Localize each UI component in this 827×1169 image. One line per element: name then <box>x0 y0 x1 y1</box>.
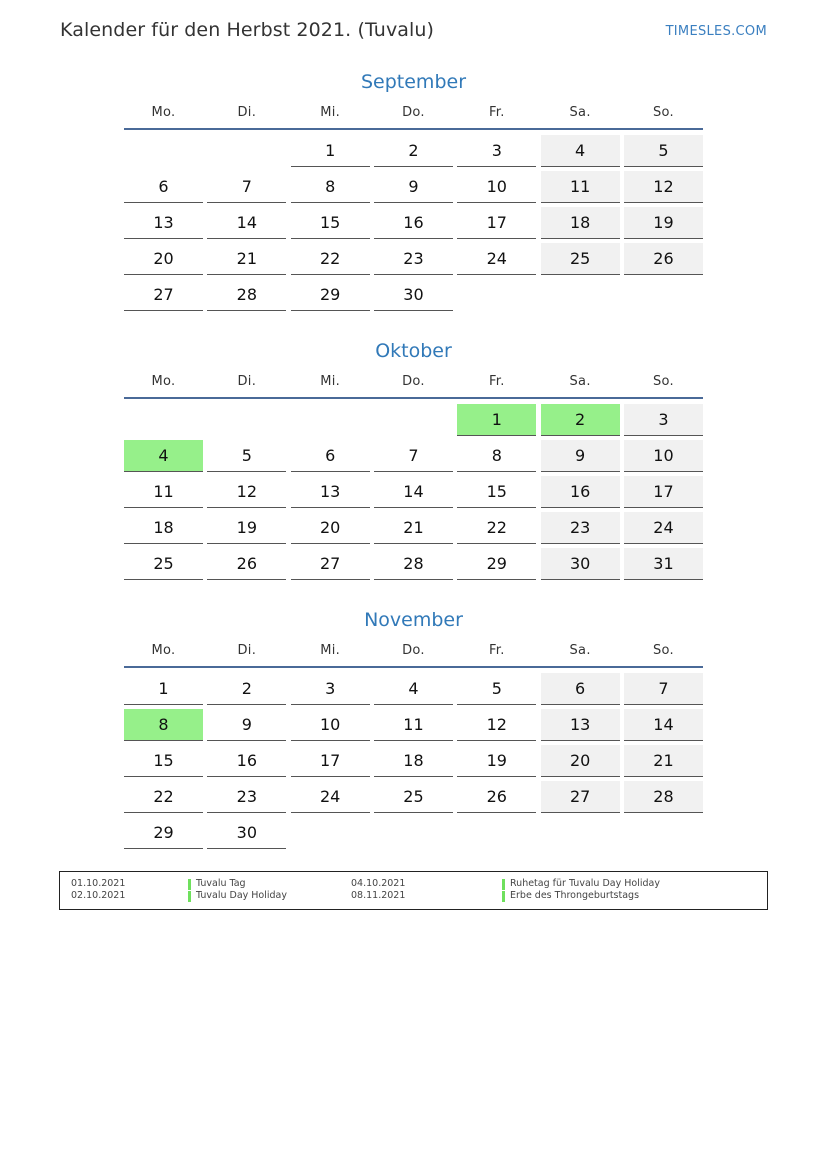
day-cell: 18 <box>374 745 453 777</box>
weekday-label: Fr. <box>488 374 505 389</box>
day-cell: 27 <box>291 548 370 580</box>
day-cell: 8 <box>124 709 203 741</box>
day-cell: 16 <box>207 745 286 777</box>
day-cell: 3 <box>291 673 370 705</box>
day-cell: 20 <box>291 512 370 544</box>
legend-date: 04.10.2021 <box>351 878 406 889</box>
day-cell: 24 <box>624 512 703 544</box>
day-cell: 9 <box>207 709 286 741</box>
weekday-label: Mi. <box>320 374 341 389</box>
weekday-label: Do. <box>402 105 425 120</box>
day-cell: 9 <box>541 440 620 472</box>
day-cell: 25 <box>541 243 620 275</box>
day-cell: 18 <box>124 512 203 544</box>
weekday-label: Sa. <box>569 643 591 658</box>
day-cell: 23 <box>207 781 286 813</box>
weekday-label: Do. <box>402 374 425 389</box>
day-cell: 14 <box>207 207 286 239</box>
day-cell: 4 <box>124 440 203 472</box>
day-cell: 14 <box>374 476 453 508</box>
day-cell: 13 <box>124 207 203 239</box>
legend-item <box>60 890 767 902</box>
month-oktober <box>124 339 703 580</box>
day-cell: 22 <box>457 512 536 544</box>
weekday-label: Fr. <box>488 105 505 120</box>
weekday-header <box>124 643 703 663</box>
header-rule <box>124 128 703 130</box>
month-november <box>124 608 703 849</box>
day-cell: 25 <box>124 548 203 580</box>
day-cell: 8 <box>291 171 370 203</box>
day-cell: 21 <box>624 745 703 777</box>
day-cell: 20 <box>124 243 203 275</box>
legend-name: Ruhetag für Tuvalu Day Holiday <box>510 878 660 889</box>
weekday-label: Sa. <box>569 105 591 120</box>
day-cell: 15 <box>291 207 370 239</box>
weekday-label: Mi. <box>320 643 341 658</box>
weekday-label: Di. <box>237 374 257 389</box>
legend-item <box>60 878 767 890</box>
day-cell: 5 <box>207 440 286 472</box>
weekday-label: So. <box>652 643 674 658</box>
day-cell: 18 <box>541 207 620 239</box>
day-cell: 29 <box>124 817 203 849</box>
weekday-label: So. <box>652 374 674 389</box>
day-cell: 24 <box>457 243 536 275</box>
day-cell: 12 <box>207 476 286 508</box>
weekday-label: Mo. <box>151 374 176 389</box>
day-grid <box>124 135 703 311</box>
day-cell: 10 <box>624 440 703 472</box>
day-cell: 17 <box>291 745 370 777</box>
day-cell: 7 <box>207 171 286 203</box>
day-cell: 9 <box>374 171 453 203</box>
day-cell: 19 <box>624 207 703 239</box>
day-cell: 15 <box>457 476 536 508</box>
legend-date: 01.10.2021 <box>71 878 126 889</box>
holiday-color-marker <box>502 879 505 890</box>
day-cell: 10 <box>291 709 370 741</box>
holiday-color-marker <box>502 891 505 902</box>
day-cell: 19 <box>207 512 286 544</box>
legend-name: Tuvalu Tag <box>196 878 246 889</box>
day-cell: 11 <box>541 171 620 203</box>
weekday-label: Mi. <box>320 105 341 120</box>
weekday-header <box>124 105 703 125</box>
weekday-label: Do. <box>402 643 425 658</box>
day-cell: 23 <box>541 512 620 544</box>
day-cell: 13 <box>291 476 370 508</box>
holiday-legend <box>59 871 768 910</box>
day-cell: 15 <box>124 745 203 777</box>
day-cell: 26 <box>624 243 703 275</box>
day-cell: 21 <box>207 243 286 275</box>
day-cell: 30 <box>207 817 286 849</box>
day-cell: 29 <box>291 279 370 311</box>
weekday-label: Di. <box>237 643 257 658</box>
weekday-label: Fr. <box>488 643 505 658</box>
day-cell: 3 <box>457 135 536 167</box>
day-cell: 10 <box>457 171 536 203</box>
day-cell: 14 <box>624 709 703 741</box>
weekday-label: Mo. <box>151 643 176 658</box>
day-cell: 16 <box>374 207 453 239</box>
day-cell: 16 <box>541 476 620 508</box>
day-cell: 6 <box>124 171 203 203</box>
day-cell: 13 <box>541 709 620 741</box>
empty-cell <box>124 404 203 436</box>
day-cell: 22 <box>124 781 203 813</box>
day-cell: 25 <box>374 781 453 813</box>
empty-cell <box>207 404 286 436</box>
day-cell: 4 <box>541 135 620 167</box>
empty-cell <box>207 135 286 167</box>
month-title: September <box>360 71 467 93</box>
day-cell: 29 <box>457 548 536 580</box>
day-cell: 2 <box>374 135 453 167</box>
day-cell: 3 <box>624 404 703 436</box>
day-grid <box>124 673 703 849</box>
day-cell: 6 <box>541 673 620 705</box>
day-cell: 26 <box>457 781 536 813</box>
day-cell: 12 <box>457 709 536 741</box>
day-cell: 31 <box>624 548 703 580</box>
day-cell: 6 <box>291 440 370 472</box>
day-cell: 17 <box>457 207 536 239</box>
weekday-label: Mo. <box>151 105 176 120</box>
weekday-label: Sa. <box>569 374 591 389</box>
day-cell: 1 <box>457 404 536 436</box>
month-title: November <box>364 609 463 631</box>
day-cell: 27 <box>124 279 203 311</box>
day-cell: 30 <box>374 279 453 311</box>
day-cell: 28 <box>624 781 703 813</box>
legend-date: 08.11.2021 <box>351 890 406 901</box>
day-cell: 23 <box>374 243 453 275</box>
day-cell: 22 <box>291 243 370 275</box>
month-september <box>124 70 703 311</box>
day-cell: 27 <box>541 781 620 813</box>
day-cell: 7 <box>624 673 703 705</box>
legend-date: 02.10.2021 <box>71 890 126 901</box>
day-cell: 2 <box>541 404 620 436</box>
empty-cell <box>291 404 370 436</box>
day-cell: 2 <box>207 673 286 705</box>
empty-cell <box>374 404 453 436</box>
day-cell: 28 <box>374 548 453 580</box>
day-cell: 5 <box>624 135 703 167</box>
day-cell: 4 <box>374 673 453 705</box>
day-cell: 12 <box>624 171 703 203</box>
day-cell: 11 <box>124 476 203 508</box>
day-cell: 17 <box>624 476 703 508</box>
day-cell: 8 <box>457 440 536 472</box>
site-link[interactable]: TIMESLES.COM <box>665 24 767 39</box>
day-cell: 19 <box>457 745 536 777</box>
empty-cell <box>124 135 203 167</box>
page-title: Kalender für den Herbst 2021. (Tuvalu) <box>60 19 435 41</box>
day-cell: 30 <box>541 548 620 580</box>
weekday-header <box>124 374 703 394</box>
header-rule <box>124 666 703 668</box>
day-cell: 1 <box>291 135 370 167</box>
day-cell: 5 <box>457 673 536 705</box>
day-cell: 26 <box>207 548 286 580</box>
legend-name: Tuvalu Day Holiday <box>196 890 287 901</box>
day-cell: 28 <box>207 279 286 311</box>
day-cell: 24 <box>291 781 370 813</box>
header-rule <box>124 397 703 399</box>
weekday-label: So. <box>652 105 674 120</box>
day-cell: 21 <box>374 512 453 544</box>
legend-name: Erbe des Throngeburtstags <box>510 890 640 901</box>
day-cell: 11 <box>374 709 453 741</box>
weekday-label: Di. <box>237 105 257 120</box>
month-title: Oktober <box>375 340 452 362</box>
day-cell: 20 <box>541 745 620 777</box>
day-grid <box>124 404 703 580</box>
day-cell: 7 <box>374 440 453 472</box>
day-cell: 1 <box>124 673 203 705</box>
